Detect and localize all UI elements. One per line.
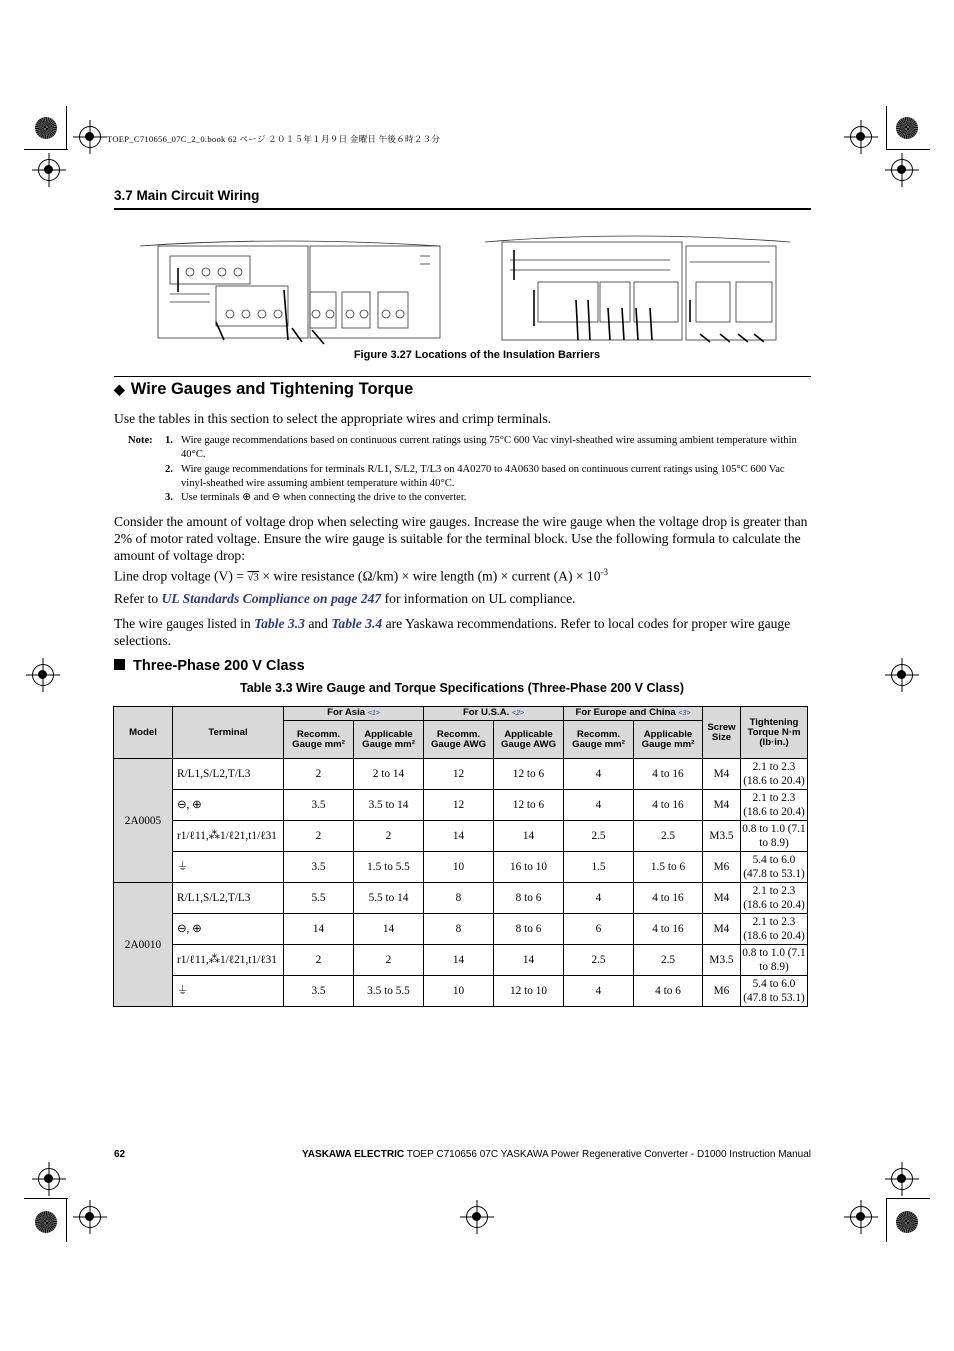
col-asia: For Asia <1> bbox=[284, 707, 424, 721]
insulation-barrier-figure bbox=[130, 230, 800, 346]
value-cell: 12 to 6 bbox=[494, 790, 564, 821]
value-cell: 10 bbox=[424, 852, 494, 883]
table-row bbox=[114, 883, 808, 914]
diamond-bullet-icon: ◆ bbox=[114, 381, 125, 397]
model-cell: 2A0010 bbox=[114, 883, 173, 1007]
value-cell: 14 bbox=[424, 945, 494, 976]
col-screw: Screw Size bbox=[703, 707, 741, 759]
value-cell: 8 bbox=[424, 914, 494, 945]
value-cell: 8 to 6 bbox=[494, 883, 564, 914]
value-cell: 2.5 bbox=[634, 945, 703, 976]
value-cell: 4 to 16 bbox=[634, 883, 703, 914]
value-cell: 14 bbox=[284, 914, 354, 945]
value-cell: 14 bbox=[494, 945, 564, 976]
col-asia-appl: Applicable Gauge mm² bbox=[354, 721, 424, 759]
value-cell: 12 bbox=[424, 790, 494, 821]
value-cell: 4 bbox=[564, 759, 634, 790]
value-cell: 5.5 bbox=[284, 883, 354, 914]
value-cell: 3.5 bbox=[284, 976, 354, 1007]
value-cell: 4 bbox=[564, 976, 634, 1007]
ground-terminal-icon: ⏚ bbox=[173, 976, 284, 1007]
value-cell: 1.5 bbox=[564, 852, 634, 883]
value-cell: 3.5 bbox=[284, 790, 354, 821]
print-header: TOEP_C710656_07C_2_0.book 62 ページ ２０１５年１月９日 金曜日 午後６時２３分 bbox=[107, 134, 441, 144]
torque-cell: 2.1 to 2.3 (18.6 to 20.4) bbox=[741, 883, 808, 914]
col-usa-recomm: Recomm. Gauge AWG bbox=[424, 721, 494, 759]
ground-terminal-icon: ⏚ bbox=[173, 852, 284, 883]
table-row bbox=[114, 914, 808, 945]
table-3-4-link[interactable]: Table 3.4 bbox=[331, 616, 383, 631]
col-asia-recomm: Recomm. Gauge mm² bbox=[284, 721, 354, 759]
torque-cell: 0.8 to 1.0 (7.1 to 8.9) bbox=[741, 821, 808, 852]
table-row bbox=[114, 759, 808, 790]
screw-cell: M4 bbox=[703, 883, 741, 914]
col-model: Model bbox=[114, 707, 173, 759]
value-cell: 12 to 6 bbox=[494, 759, 564, 790]
registration-target-icon bbox=[850, 126, 872, 148]
table-row bbox=[114, 976, 808, 1007]
heading-rule bbox=[114, 376, 811, 377]
value-cell: 14 bbox=[494, 821, 564, 852]
value-cell: 12 to 10 bbox=[494, 976, 564, 1007]
footer-title: YASKAWA ELECTRIC TOEP C710656 07C YASKAWA Power Regenerative Converter - D1000 Instruction Manual bbox=[302, 1149, 811, 1160]
value-cell: 2.5 bbox=[564, 821, 634, 852]
value-cell: 1.5 to 6 bbox=[634, 852, 703, 883]
value-cell: 12 bbox=[424, 759, 494, 790]
table-caption: Table 3.3 Wire Gauge and Torque Specifications (Three-Phase 200 V Class) bbox=[239, 681, 684, 695]
table-row bbox=[114, 945, 808, 976]
registration-target-icon bbox=[38, 159, 60, 181]
terminal-cell: ⊖, ⊕ bbox=[173, 790, 284, 821]
note-label: Note: bbox=[128, 435, 153, 446]
wire-gauge-table bbox=[113, 706, 808, 1007]
value-cell: 3.5 to 5.5 bbox=[354, 976, 424, 1007]
registration-target-icon bbox=[79, 126, 101, 148]
screw-cell: M6 bbox=[703, 976, 741, 1007]
col-usa-appl: Applicable Gauge AWG bbox=[494, 721, 564, 759]
value-cell: 5.5 to 14 bbox=[354, 883, 424, 914]
ul-compliance-link[interactable]: UL Standards Compliance on page 247 bbox=[161, 591, 382, 606]
screw-cell: M6 bbox=[703, 852, 741, 883]
registration-target-icon bbox=[466, 1206, 488, 1228]
value-cell: 2 bbox=[354, 945, 424, 976]
formula: Line drop voltage (V) = √3 × wire resistance (Ω/km) × wire length (m) × current $(A) \times 10^{-3}$ bbox=[114, 567, 609, 584]
section-rule bbox=[114, 208, 811, 210]
value-cell: 4 to 16 bbox=[634, 790, 703, 821]
value-cell: 2 bbox=[284, 759, 354, 790]
registration-disk-icon bbox=[896, 1211, 918, 1233]
value-cell: 4 bbox=[564, 790, 634, 821]
screw-cell: M3.5 bbox=[703, 945, 741, 976]
registration-disk-icon bbox=[35, 117, 57, 139]
torque-cell: 5.4 to 6.0 (47.8 to 53.1) bbox=[741, 976, 808, 1007]
screw-cell: M4 bbox=[703, 790, 741, 821]
value-cell: 1.5 to 5.5 bbox=[354, 852, 424, 883]
registration-target-icon bbox=[850, 1206, 872, 1228]
value-cell: 4 to 16 bbox=[634, 759, 703, 790]
value-cell: 2.5 bbox=[564, 945, 634, 976]
value-cell: 8 to 6 bbox=[494, 914, 564, 945]
subheading: Three-Phase 200 V Class bbox=[114, 658, 305, 674]
col-eu: For Europe and China <3> bbox=[564, 707, 703, 721]
registration-target-icon bbox=[79, 1206, 101, 1228]
terminal-cell: R/L1,S/L2,T/L3 bbox=[173, 759, 284, 790]
table-3-3-link[interactable]: Table 3.3 bbox=[254, 616, 305, 631]
value-cell: 2 bbox=[284, 821, 354, 852]
torque-cell: 0.8 to 1.0 (7.1 to 8.9) bbox=[741, 945, 808, 976]
col-torque: Tightening Torque N·m (lb·in.) bbox=[741, 707, 808, 759]
page-number: 62 bbox=[114, 1149, 126, 1160]
value-cell: 14 bbox=[354, 914, 424, 945]
terminal-cell: r1/ℓ11,⁂1/ℓ21,t1/ℓ31 bbox=[173, 945, 284, 976]
sqrt3: √3 bbox=[247, 571, 259, 584]
screw-cell: M4 bbox=[703, 914, 741, 945]
col-terminal: Terminal bbox=[173, 707, 284, 759]
registration-disk-icon bbox=[896, 117, 918, 139]
value-cell: 4 bbox=[564, 883, 634, 914]
value-cell: 4 to 6 bbox=[634, 976, 703, 1007]
screw-cell: M4 bbox=[703, 759, 741, 790]
terminal-cell: r1/ℓ11,⁂1/ℓ21,t1/ℓ31 bbox=[173, 821, 284, 852]
value-cell: 2.5 bbox=[634, 821, 703, 852]
tables-paragraph: The wire gauges listed in Table 3.3 and Table 3.4 are Yaskawa recommendations. Refer to local codes for proper wire gauge selections. bbox=[114, 616, 791, 648]
value-cell: 3.5 bbox=[284, 852, 354, 883]
note-number: 1. bbox=[165, 435, 173, 446]
section-header: 3.7 Main Circuit Wiring bbox=[114, 188, 260, 203]
value-cell: 2 bbox=[354, 821, 424, 852]
registration-disk-icon bbox=[35, 1211, 57, 1233]
value-cell: 16 to 10 bbox=[494, 852, 564, 883]
note-text: Wire gauge recommendations for terminals R/L1, S/L2, T/L3 on 4A0270 to 4A0630 based on continuous current ratings using 105°C 600 Vac vinyl-sheathed wire assuming ambient temperature within 40°C. bbox=[181, 464, 785, 489]
registration-target-icon bbox=[891, 1168, 913, 1190]
model-cell: 2A0005 bbox=[114, 759, 173, 883]
square-bullet-icon bbox=[114, 659, 125, 670]
value-cell: 3.5 to 14 bbox=[354, 790, 424, 821]
note-number: 2. bbox=[165, 464, 173, 475]
col-eu-appl: Applicable Gauge mm² bbox=[634, 721, 703, 759]
screw-cell: M3.5 bbox=[703, 821, 741, 852]
terminal-cell: R/L1,S/L2,T/L3 bbox=[173, 883, 284, 914]
value-cell: 10 bbox=[424, 976, 494, 1007]
torque-cell: 5.4 to 6.0 (47.8 to 53.1) bbox=[741, 852, 808, 883]
col-eu-recomm: Recomm. Gauge mm² bbox=[564, 721, 634, 759]
table-row bbox=[114, 790, 808, 821]
registration-target-icon bbox=[891, 159, 913, 181]
ul-paragraph: Refer to UL Standards Compliance on page 247 for information on UL compliance. bbox=[114, 591, 576, 606]
value-cell: 14 bbox=[424, 821, 494, 852]
note-text: Use terminals ⊕ and ⊖ when connecting the drive to the converter. bbox=[181, 492, 467, 503]
torque-cell: 2.1 to 2.3 (18.6 to 20.4) bbox=[741, 914, 808, 945]
heading: ◆ Wire Gauges and Tightening Torque bbox=[114, 380, 414, 398]
torque-cell: 2.1 to 2.3 (18.6 to 20.4) bbox=[741, 759, 808, 790]
value-cell: 2 to 14 bbox=[354, 759, 424, 790]
table-row bbox=[114, 821, 808, 852]
voltage-drop-paragraph: Consider the amount of voltage drop when selecting wire gauges. Increase the wire gauge when the voltage drop is greater than 2% of motor rated voltage. Ensure the wire gauge is suitable for the terminal block. Use the following formula to calculate the amount of voltage drop: bbox=[114, 514, 808, 563]
value-cell: 8 bbox=[424, 883, 494, 914]
col-usa: For U.S.A. <2> bbox=[424, 707, 564, 721]
intro-paragraph: Use the tables in this section to select the appropriate wires and crimp terminals. bbox=[114, 411, 552, 426]
note-text: Wire gauge recommendations based on continuous current ratings using 75°C 600 Vac vinyl-sheathed wire assuming ambient temperature within 40°C. bbox=[181, 435, 797, 460]
table-row bbox=[114, 852, 808, 883]
torque-cell: 2.1 to 2.3 (18.6 to 20.4) bbox=[741, 790, 808, 821]
figure-caption: Figure 3.27 Locations of the Insulation Barriers bbox=[353, 349, 601, 361]
registration-target-icon bbox=[38, 1168, 60, 1190]
note-number: 3. bbox=[165, 492, 173, 503]
value-cell: 6 bbox=[564, 914, 634, 945]
terminal-cell: ⊖, ⊕ bbox=[173, 914, 284, 945]
value-cell: 4 to 16 bbox=[634, 914, 703, 945]
value-cell: 2 bbox=[284, 945, 354, 976]
